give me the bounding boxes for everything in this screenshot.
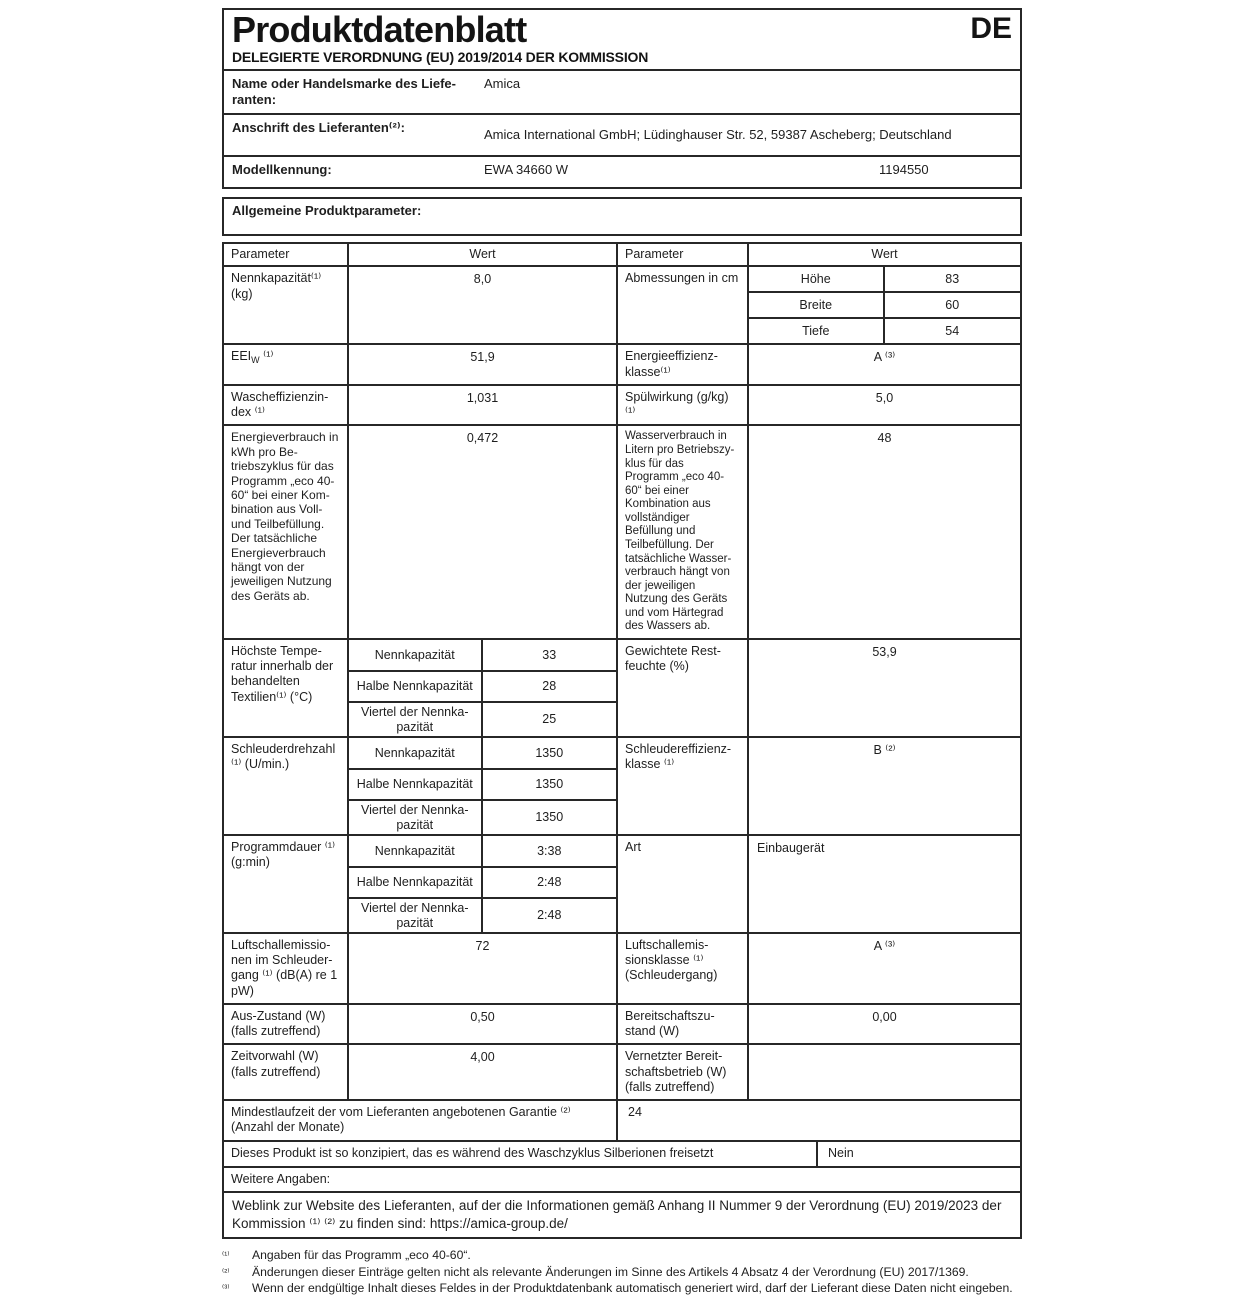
- noise-class-value: A ⁽³⁾: [873, 938, 896, 953]
- temperature-label: Höchste Temperatur innerhalb der behandelten Textilien⁽¹⁾ (°C): [224, 640, 349, 736]
- model-label: Modellkennung:: [232, 162, 332, 178]
- spin-speed-subtable: [349, 738, 618, 834]
- dimension-name: Tiefe: [749, 319, 885, 343]
- page-title: Produktdatenblatt: [232, 9, 527, 50]
- dimension-value: 54: [945, 324, 960, 339]
- supplier-website-link[interactable]: https://amica-group.de/: [429, 1216, 568, 1232]
- dimension-row: [749, 293, 1020, 319]
- humidity-label: Gewichtete Restfeuchte (%): [618, 640, 749, 736]
- wash-index-value: 1,031: [349, 386, 618, 425]
- energy-class-label: Energieeffizienzklasse⁽¹⁾: [618, 345, 749, 384]
- row-eei-energyclass: [224, 345, 1020, 386]
- silver-ions-value: Nein: [828, 1145, 854, 1160]
- row-duration-type: [224, 836, 1020, 934]
- dimension-name: Breite: [749, 293, 885, 317]
- supplier-name-value: Amica: [484, 75, 521, 91]
- model-article-number: 1194550: [879, 162, 929, 178]
- load-name: Halbe Nennkapazität: [349, 868, 483, 898]
- load-name: Nennkapazität: [349, 738, 483, 768]
- temperature-row: [349, 640, 616, 672]
- temperature-row: [349, 703, 616, 736]
- load-name: Nennkapazität: [349, 836, 483, 866]
- dimensions-label: Abmessungen in cm: [618, 267, 749, 343]
- humidity-value: 53,9: [872, 644, 897, 659]
- footnote-text: Änderungen dieser Einträge gelten nicht als relevante Änderungen im Sinne des Artikels 4 Absatz 4 der Verordnung (EU) 2017/1369.: [252, 1264, 969, 1279]
- row-warranty: [224, 1101, 1020, 1142]
- regulation-subtitle: DELEGIERTE VERORDNUNG (EU) 2019/2014 DER KOMMISSION: [232, 48, 649, 65]
- networked-standby-label: Vernetzter Bereitschaftsbetrieb (W) (falls zutreffend): [618, 1045, 749, 1099]
- row-weblink: [224, 1193, 1020, 1237]
- table-header-row: [224, 244, 1020, 267]
- footnote: [222, 1281, 1022, 1296]
- row-off-standby: [224, 1005, 1020, 1046]
- duration-row: [349, 836, 616, 868]
- delay-start-value: 4,00: [349, 1045, 618, 1099]
- type-label: Art: [618, 836, 749, 932]
- load-name: Halbe Nennkapazität: [349, 672, 483, 702]
- model-row: [224, 155, 1020, 187]
- warranty-value: 24: [628, 1105, 642, 1120]
- duration-label: Programmdauer ⁽¹⁾ (g:min): [224, 836, 349, 932]
- spin-class-label: Schleudereffizienzklasse ⁽¹⁾: [618, 738, 749, 834]
- dimension-row: [749, 319, 1020, 343]
- energy-class-value: A ⁽³⁾: [873, 350, 896, 365]
- load-name: Viertel der Nennkapazität: [349, 801, 483, 834]
- noise-class-label: Luftschallemissionsklasse ⁽¹⁾ (Schleudergang): [618, 934, 749, 1003]
- row-delay-networked: [224, 1045, 1020, 1101]
- rinse-label: Spülwirkung (g/kg) ⁽¹⁾: [618, 386, 749, 425]
- supplier-address-value: Amica International GmbH; Lüdinghauser Str. 52, 59387 Ascheberg; Deutschland: [484, 127, 952, 143]
- temperature-row: [349, 672, 616, 704]
- footnotes: [222, 1248, 1022, 1296]
- capacity-value: 8,0: [349, 267, 618, 343]
- footnote-marker: ⁽²⁾: [222, 1266, 230, 1277]
- supplier-address-row: [224, 113, 1020, 155]
- spin-speed-label: Schleuderdrehzahl ⁽¹⁾ (U/min.): [224, 738, 349, 834]
- off-mode-label: Aus-Zustand (W) (falls zutreffend): [224, 1005, 349, 1044]
- load-name: Viertel der Nennkapazität: [349, 703, 483, 736]
- temperature-value: 25: [542, 712, 557, 727]
- duration-value: 2:48: [537, 875, 562, 890]
- footnote: [222, 1248, 1022, 1263]
- capacity-label: Nennkapazität⁽¹⁾ (kg): [224, 267, 349, 343]
- off-mode-value: 0,50: [349, 1005, 618, 1044]
- dimension-row: [749, 267, 1020, 293]
- wash-index-label: Wascheffizienzindex ⁽¹⁾: [224, 386, 349, 425]
- title-area: [224, 10, 1020, 69]
- silver-ions-label: Dieses Produkt ist so konzipiert, das es während des Waschzyklus Silberionen freisetzt: [224, 1142, 818, 1166]
- spin-speed-value: 1350: [535, 745, 564, 760]
- type-value: Einbaugerät: [757, 840, 825, 855]
- warranty-label: Mindestlaufzeit der vom Lieferanten angebotenen Garantie ⁽²⁾ (Anzahl der Monate): [224, 1101, 618, 1140]
- supplier-address-label: Anschrift des Lieferanten⁽²⁾:: [232, 120, 405, 136]
- weblink-text: Weblink zur Website des Lieferanten, auf der die Informationen gemäß Anhang II Nummer 9 der Verordnung (EU) 2019/2023 der Kommission ⁽¹⁾ ⁽²⁾ zu finden sind:: [232, 1197, 1002, 1232]
- footnote-text: Wenn der endgültige Inhalt dieses Feldes in der Produktdatenbank automatisch generiert wird, darf der Lieferant diese Daten nicht eingeben.: [252, 1280, 1013, 1295]
- title-box: [222, 8, 1022, 189]
- temperature-value: 28: [542, 679, 557, 694]
- footnote-marker: ⁽³⁾: [222, 1282, 230, 1293]
- spin-speed-row: [349, 770, 616, 802]
- footnote-text: Angaben für das Programm „eco 40-60“.: [252, 1248, 471, 1263]
- load-name: Nennkapazität: [349, 640, 483, 670]
- row-silver-ions: [224, 1142, 1020, 1168]
- duration-value: 2:48: [537, 908, 562, 923]
- supplier-name-label: Name oder Handelsmarke des Lieferanten:: [232, 75, 456, 107]
- eei-subscript: W: [251, 355, 260, 366]
- spin-class-value: B ⁽²⁾: [873, 742, 896, 757]
- row-more-info: [224, 1168, 1020, 1193]
- duration-row: [349, 899, 616, 932]
- header-parameter-left: Parameter: [224, 244, 349, 265]
- document: [222, 8, 1022, 1297]
- supplier-name-row: [224, 69, 1020, 114]
- language-badge: DE: [970, 12, 1012, 45]
- energy-consumption-value: 0,472: [349, 426, 618, 637]
- row-temperature-humidity: [224, 640, 1020, 738]
- footnote-marker: ⁽¹⁾: [222, 1250, 230, 1261]
- noise-value: 72: [349, 934, 618, 1003]
- more-info-label: Weitere Angaben:: [231, 1171, 331, 1186]
- standby-value: 0,00: [872, 1009, 897, 1024]
- model-value: EWA 34660 W: [484, 162, 569, 178]
- eei-label: $EEI_W$ ⁽¹⁾: [224, 345, 349, 384]
- weblink-cell: [224, 1193, 1020, 1237]
- temperature-subtable: [349, 640, 618, 736]
- header-wert-right: Wert: [871, 247, 898, 262]
- load-name: Viertel der Nennkapazität: [349, 899, 483, 932]
- row-noise-noiseclass: [224, 934, 1020, 1005]
- networked-standby-value: [749, 1045, 1020, 1099]
- noise-label: Luftschallemissionen im Schleudergang ⁽¹⁾ (dB(A) re 1 pW): [224, 934, 349, 1003]
- header-parameter-right: Parameter: [618, 244, 749, 265]
- dimension-value: 83: [945, 272, 960, 287]
- spin-speed-row: [349, 801, 616, 834]
- general-parameters-header: Allgemeine Produktparameter:: [222, 197, 1022, 236]
- temperature-value: 33: [542, 647, 557, 662]
- rinse-value: 5,0: [875, 390, 894, 405]
- dimensions-subtable: [749, 267, 1020, 343]
- row-spin-spinclass: [224, 738, 1020, 836]
- row-capacity-dimensions: [224, 267, 1020, 345]
- duration-value: 3:38: [537, 843, 562, 858]
- water-consumption-value: 48: [877, 431, 892, 446]
- footnote: [222, 1265, 1022, 1280]
- parameters-table: [222, 242, 1022, 1239]
- dimension-name: Höhe: [749, 267, 885, 291]
- spin-speed-row: [349, 738, 616, 770]
- dimension-value: 60: [945, 298, 960, 313]
- spin-speed-value: 1350: [535, 777, 564, 792]
- row-washindex-rinse: [224, 386, 1020, 427]
- duration-row: [349, 868, 616, 900]
- header-wert-left: Wert: [349, 244, 618, 265]
- spin-speed-value: 1350: [535, 810, 564, 825]
- load-name: Halbe Nennkapazität: [349, 770, 483, 800]
- standby-label: Bereitschaftszustand (W): [618, 1005, 749, 1044]
- energy-consumption-label: Energieverbrauch in kWh pro Betriebszyklus für das Programm „eco 40-60“ bei einer Kombination aus Voll- und Teilbefüllung. Der tatsächliche Energieverbrauch hängt von der jeweiligen Nutzung des Geräts ab.: [224, 426, 349, 637]
- water-consumption-label: Wasserverbrauch in Litern pro Betriebszyklus für das Programm „eco 40-60“ bei einer Kombination aus vollständiger Befüllung und Teilbefüllung. Der tatsächliche Wasserverbrauch hängt von der jeweiligen Nutzung des Geräts und vom Härtegrad des Wassers ab.: [618, 426, 749, 637]
- eei-value: 51,9: [349, 345, 618, 384]
- duration-subtable: [349, 836, 618, 932]
- delay-start-label: Zeitvorwahl (W) (falls zutreffend): [224, 1045, 349, 1099]
- row-energy-water: [224, 426, 1020, 639]
